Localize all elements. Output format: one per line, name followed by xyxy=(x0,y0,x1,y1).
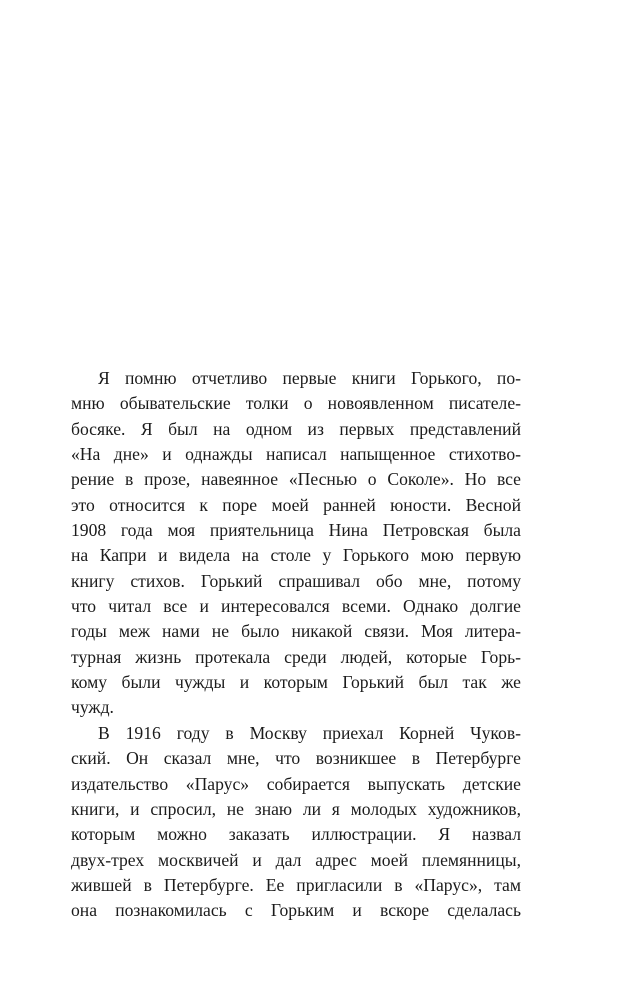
text-line: кому были чужды и которым Горький был так же xyxy=(71,672,521,693)
text-line: рение в прозе, навеянное «Песнью о Соколе». Но все xyxy=(71,469,521,490)
text-line: Я помню отчетливо первые книги Горького, по- xyxy=(98,368,521,388)
text-line: мню обывательские толки о новоявленном писателе- xyxy=(71,393,521,414)
text-line: «На дне» и однажды написал напыщенное стихотво- xyxy=(71,444,521,465)
text-line: чужд. xyxy=(71,697,114,718)
text-line: ский. Он сказал мне, что возникшее в Петербурге xyxy=(71,748,521,769)
paragraph-1 xyxy=(71,366,521,721)
text-line: босяке. Я был на одном из первых представлений xyxy=(71,418,521,439)
paragraph-2 xyxy=(71,721,521,924)
text-line: издательство «Парус» собирается выпускать детские xyxy=(71,773,521,794)
text-line: годы меж нами не было никакой связи. Моя литера- xyxy=(71,621,521,642)
text-line: что читал все и интересовался всеми. Однако долгие xyxy=(71,596,521,617)
text-line: которым можно заказать иллюстрации. Я назвал xyxy=(71,824,521,845)
text-line: турная жизнь протекала среди людей, которые Горь- xyxy=(71,646,521,667)
text-line: двух-трех москвичей и дал адрес моей племянницы, xyxy=(71,849,521,870)
text-line: она познакомилась с Горьким и вскоре сделалась xyxy=(71,900,521,921)
text-line: книгу стихов. Горький спрашивал обо мне, потому xyxy=(71,570,521,591)
text-line: книги, и спросил, не знаю ли я молодых художников, xyxy=(71,798,521,819)
text-line: на Капри и видела на столе у Горького мою первую xyxy=(71,545,521,566)
body-text xyxy=(71,366,521,924)
text-line: это относится к поре моей ранней юности. Весной xyxy=(71,494,521,515)
text-line: жившей в Петербурге. Ее пригласили в «Парус», там xyxy=(71,874,521,895)
text-line: 1908 года моя приятельница Нина Петровская была xyxy=(71,520,521,541)
text-line: В 1916 году в Москву приехал Корней Чуков- xyxy=(98,722,521,743)
